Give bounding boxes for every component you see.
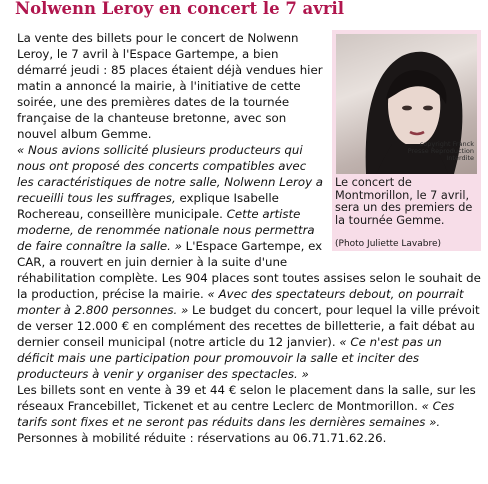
quote-text: Cette artiste moderne, de renommée nationale nous permettra de faire connaître la salle. »: [17, 207, 315, 253]
paragraph-tickets: Les billets sont en vente à 39 et 44 € selon le placement dans la salle, sur les réseaux Francebillet, Tickenet et au centre Leclerc de Montmorillon. « Ces tarifs sont fixes et ne seront pas réduits dans les dernières semaines ».: [17, 383, 476, 429]
article-title: Nolwenn Leroy en concert le 7 avril: [15, 0, 345, 18]
photo-copyright: copyright Franck Presse Reproduction Interdite: [407, 140, 474, 162]
quote-text: « Nous avions sollicité plusieurs producteurs qui nous ont proposé des concerts compatibles avec les caractéristiques de notre salle, Nolwenn Leroy a recueilli tous les suffrages,: [17, 143, 324, 205]
paragraph-quote: « Nous avions sollicité plusieurs producteurs qui nous ont proposé des concerts compatibles avec les caractéristiques de notre salle, Nolwenn Leroy a recueilli tous les suffrages, explique Isabelle Rochereau, conseillère municipale. Cette artiste moderne, de renommée nationale nous permettra de faire connaître la salle. » L'Espace Gartempe, ex CAR, a rouvert en juin dernier à la suite d'une réhabilitation complète. Les 904 places sont toutes assises selon le souhait de la production, précise la mairie. « Avec des spectateurs debout, on pourrait monter à 2.800 personnes. » Le budget du concert, pour lequel la ville prévoit de verser 12.000 € en complément des recettes de billetterie, a fait débat au dernier conseil municipal (notre article du 12 janvier). « Ce n'est pas un déficit mais une participation pour promouvoir la salle et inciter des producteurs à venir y organiser des spectacles. »: [17, 143, 481, 381]
article-photo: [336, 34, 477, 174]
photo-caption: Le concert de Montmorillon, le 7 avril, sera un des premiers de la tournée Gemme.: [335, 176, 473, 227]
photo-box: [332, 30, 481, 251]
paragraph-intro: La vente des billets pour le concert de Nolwenn Leroy, le 7 avril à l'Espace Gartempe, a bien démarré jeudi : 85 places étaient déjà vendues hier matin a annoncé la mairie, à l'initiative de cette soirée, une des premières dates de la tournée française de la chanteuse bretonne, avec son nouvel album Gemme.: [17, 31, 323, 141]
quote-text: « Avec des spectateurs debout, on pourrait monter à 2.800 personnes. »: [17, 287, 464, 317]
quote-text: « Ces tarifs sont fixes et ne seront pas réduits dans les dernières semaines ».: [17, 399, 455, 429]
article-body: [17, 30, 481, 446]
photo-credit: (Photo Juliette Lavabre): [335, 239, 442, 249]
quote-text: « Ce n'est pas un déficit mais une participation pour promouvoir la salle et inciter des producteurs à venir y organiser des spectacles. »: [17, 335, 442, 381]
quote-attribution: explique Isabelle Rochereau, conseillère municipale.: [17, 191, 279, 221]
paragraph-accessibility: Personnes à mobilité réduite : réservations au 06.71.71.62.26.: [17, 431, 387, 445]
